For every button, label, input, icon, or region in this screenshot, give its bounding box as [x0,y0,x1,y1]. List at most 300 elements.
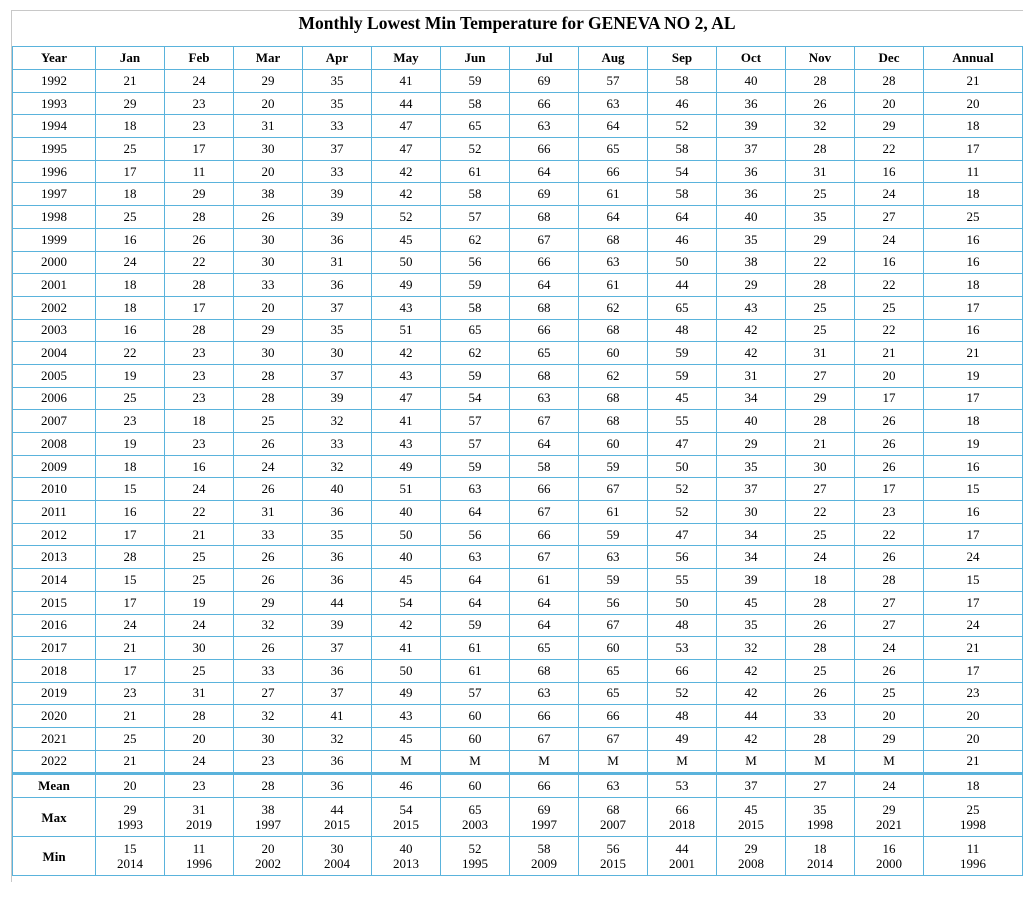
table-cell: 18 [786,569,855,592]
table-cell: 44 [717,705,786,728]
min-year: 2002 [255,856,281,872]
min-cell [165,837,234,876]
table-cell: 18 [96,274,165,297]
min-value: 58 [537,841,551,857]
table-cell: 21 [96,750,165,774]
table-cell: 28 [165,274,234,297]
table-cell: 68 [510,364,579,387]
table-cell: 35 [303,523,372,546]
min-cell [855,837,924,876]
max-year: 2021 [876,817,902,833]
table-cell: 28 [786,591,855,614]
table-cell: 25 [786,319,855,342]
table-cell: 65 [510,342,579,365]
table-cell: 31 [303,251,372,274]
table-cell: 62 [441,342,510,365]
min-value: 30 [330,841,344,857]
table-cell: 28 [786,410,855,433]
table-cell: 53 [648,637,717,660]
table-cell: 68 [579,387,648,410]
table-cell: 23 [165,342,234,365]
table-cell: 39 [717,115,786,138]
table-cell: M [717,750,786,774]
table-cell: 35 [717,455,786,478]
table-cell: 45 [372,228,441,251]
table-cell: 47 [648,523,717,546]
table-cell: 17 [96,160,165,183]
mean-cell [303,774,372,798]
table-cell: 35 [303,70,372,93]
table-cell: 69 [510,183,579,206]
min-year: 2008 [738,856,764,872]
table-cell: 59 [579,455,648,478]
year-cell: 2016 [13,614,96,637]
table-cell: 66 [510,92,579,115]
table-row [13,523,1023,546]
table-cell: 17 [924,138,1023,161]
table-cell: 28 [234,387,303,410]
table-cell: 17 [855,387,924,410]
mean-value: 18 [966,778,980,794]
table-cell: 29 [234,70,303,93]
column-header-mar: Mar [234,47,303,70]
max-year: 2003 [462,817,488,833]
table-cell: 43 [372,364,441,387]
table-cell: 62 [579,364,648,387]
year-cell: 1993 [13,92,96,115]
table-cell: 69 [510,70,579,93]
mean-cell [234,774,303,798]
table-cell: 45 [717,591,786,614]
table-cell: 22 [165,251,234,274]
table-row [13,364,1023,387]
table-cell: 50 [648,591,717,614]
table-cell: 61 [441,637,510,660]
table-cell: 58 [441,183,510,206]
table-cell: 64 [441,591,510,614]
year-cell: 2021 [13,727,96,750]
year-cell: 2013 [13,546,96,569]
mean-cell [924,774,1023,798]
table-cell: 50 [648,455,717,478]
table-cell: 33 [303,160,372,183]
table-cell: 47 [648,433,717,456]
table-cell: 64 [579,115,648,138]
table-cell: 51 [372,478,441,501]
max-value: 25 [966,802,980,818]
table-cell: 61 [441,160,510,183]
table-cell: 11 [924,160,1023,183]
max-year: 1997 [531,817,557,833]
table-cell: 24 [234,455,303,478]
max-year: 2019 [186,817,212,833]
table-cell: 43 [717,296,786,319]
table-cell: 56 [441,251,510,274]
table-cell: M [579,750,648,774]
year-cell: 1997 [13,183,96,206]
table-cell: 24 [924,546,1023,569]
min-year: 1996 [960,856,986,872]
table-cell: 18 [924,115,1023,138]
table-cell: 21 [96,637,165,660]
table-cell: 30 [234,228,303,251]
table-cell: 48 [648,705,717,728]
year-cell: 2011 [13,501,96,524]
column-header-apr: Apr [303,47,372,70]
table-cell: 67 [510,727,579,750]
table-cell: 20 [924,705,1023,728]
table-cell: 24 [165,478,234,501]
table-cell: 57 [441,682,510,705]
table-cell: 41 [372,70,441,93]
max-row [13,798,1023,837]
table-cell: 15 [96,569,165,592]
column-header-oct: Oct [717,47,786,70]
table-cell: 24 [855,637,924,660]
min-value: 15 [123,841,137,857]
max-year: 1997 [255,817,281,833]
table-row [13,206,1023,229]
table-cell: 63 [441,478,510,501]
max-year: 1998 [960,817,986,833]
table-cell: 56 [648,546,717,569]
table-cell: 44 [303,591,372,614]
table-cell: 54 [441,387,510,410]
max-cell [579,798,648,837]
table-cell: 22 [96,342,165,365]
table-cell: 27 [786,478,855,501]
mean-value: 24 [882,778,896,794]
table-cell: 37 [303,364,372,387]
table-cell: 29 [234,591,303,614]
table-cell: 20 [924,727,1023,750]
max-year: 1998 [807,817,833,833]
year-cell: 1994 [13,115,96,138]
table-cell: 31 [786,342,855,365]
table-cell: 27 [855,591,924,614]
table-cell: 29 [717,433,786,456]
summary-rows [13,774,1023,876]
min-cell [924,837,1023,876]
table-cell: 26 [786,92,855,115]
max-cell [924,798,1023,837]
table-row [13,138,1023,161]
table-cell: 64 [441,569,510,592]
table-cell: 17 [924,296,1023,319]
table-cell: 40 [717,410,786,433]
table-cell: 25 [855,296,924,319]
table-cell: 18 [165,410,234,433]
year-cell: 1999 [13,228,96,251]
year-cell: 2015 [13,591,96,614]
table-cell: 11 [165,160,234,183]
table-cell: 67 [579,614,648,637]
table-cell: 64 [510,274,579,297]
table-cell: 30 [234,251,303,274]
table-cell: 58 [441,92,510,115]
table-cell: 58 [648,138,717,161]
table-cell: 29 [717,274,786,297]
max-value: 29 [882,802,896,818]
year-cell: 2007 [13,410,96,433]
table-cell: 23 [165,115,234,138]
table-cell: 28 [786,70,855,93]
table-cell: 16 [924,455,1023,478]
table-cell: 43 [372,705,441,728]
table-cell: 17 [924,523,1023,546]
table-cell: 67 [510,410,579,433]
table-cell: 45 [372,569,441,592]
table-cell: 26 [855,410,924,433]
min-cell [303,837,372,876]
table-cell: 65 [579,659,648,682]
table-cell: 33 [303,115,372,138]
table-cell: 24 [165,750,234,774]
table-cell: 37 [303,138,372,161]
year-cell: 1992 [13,70,96,93]
table-cell: 66 [510,251,579,274]
table-cell: 45 [372,727,441,750]
table-cell: 23 [165,92,234,115]
table-cell: 22 [855,274,924,297]
table-cell: 26 [234,546,303,569]
table-cell: 32 [786,115,855,138]
min-year: 2004 [324,856,350,872]
table-cell: 67 [510,546,579,569]
table-cell: 68 [579,410,648,433]
mean-value: 46 [399,778,413,794]
table-cell: 34 [717,546,786,569]
year-cell: 2020 [13,705,96,728]
year-cell: 2006 [13,387,96,410]
table-cell: 29 [855,115,924,138]
table-cell: 52 [372,206,441,229]
table-cell: 16 [924,501,1023,524]
min-value: 40 [399,841,413,857]
table-cell: 32 [717,637,786,660]
table-cell: 25 [96,387,165,410]
mean-value: 20 [123,778,137,794]
table-row [13,478,1023,501]
table-row [13,682,1023,705]
table-cell: 67 [510,501,579,524]
table-cell: 44 [648,274,717,297]
max-cell [372,798,441,837]
table-cell: 25 [786,659,855,682]
table-cell: 66 [510,478,579,501]
min-year: 2015 [600,856,626,872]
table-cell: 42 [717,659,786,682]
table-cell: 35 [786,206,855,229]
table-cell: 51 [372,319,441,342]
table-row [13,455,1023,478]
table-row [13,274,1023,297]
table-cell: 20 [924,92,1023,115]
table-cell: 43 [372,296,441,319]
column-header-jan: Jan [96,47,165,70]
table-cell: 30 [234,138,303,161]
table-cell: 38 [234,183,303,206]
mean-value: 28 [261,778,275,794]
table-cell: 39 [303,614,372,637]
table-cell: 63 [510,387,579,410]
table-cell: 54 [372,591,441,614]
table-cell: 59 [441,614,510,637]
year-rows [13,70,1023,774]
table-cell: 26 [234,433,303,456]
mean-value: 36 [330,778,344,794]
table-cell: 42 [372,342,441,365]
table-cell: 63 [510,115,579,138]
min-value: 44 [675,841,689,857]
table-cell: 23 [165,433,234,456]
year-cell: 2004 [13,342,96,365]
column-header-sep: Sep [648,47,717,70]
table-cell: 22 [786,501,855,524]
min-row [13,837,1023,876]
table-cell: 28 [786,637,855,660]
table-cell: 33 [234,659,303,682]
table-cell: 61 [579,183,648,206]
table-cell: 17 [96,659,165,682]
mean-row [13,774,1023,798]
table-cell: 26 [855,455,924,478]
min-value: 11 [192,841,206,857]
table-cell: 42 [717,319,786,342]
mean-value: 53 [675,778,689,794]
table-cell: 63 [510,682,579,705]
year-cell: 2012 [13,523,96,546]
table-cell: 16 [96,319,165,342]
table-cell: 17 [924,659,1023,682]
table-cell: 23 [165,364,234,387]
table-cell: 59 [579,569,648,592]
table-cell: 35 [303,92,372,115]
table-cell: 16 [924,251,1023,274]
year-cell: 2000 [13,251,96,274]
table-cell: 24 [165,614,234,637]
table-cell: 19 [924,364,1023,387]
table-cell: 65 [648,296,717,319]
table-cell: 25 [96,138,165,161]
table-cell: 16 [96,501,165,524]
table-cell: 28 [165,206,234,229]
max-cell [441,798,510,837]
table-row [13,501,1023,524]
max-label: Max [13,798,96,837]
min-year: 2000 [876,856,902,872]
min-value: 20 [261,841,275,857]
mean-cell [717,774,786,798]
table-cell: 36 [717,92,786,115]
table-cell: 58 [648,183,717,206]
table-cell: 63 [579,251,648,274]
table-cell: 31 [717,364,786,387]
max-year: 2015 [393,817,419,833]
table-cell: 32 [303,727,372,750]
min-year: 1996 [186,856,212,872]
table-cell: 29 [786,387,855,410]
table-cell: 18 [96,115,165,138]
mean-value: 63 [606,778,620,794]
table-row [13,160,1023,183]
table-cell: 65 [510,637,579,660]
table-cell: 50 [372,523,441,546]
table-cell: 16 [165,455,234,478]
table-cell: 66 [510,319,579,342]
table-cell: 65 [441,319,510,342]
table-cell: 40 [717,206,786,229]
table-cell: 60 [441,727,510,750]
table-cell: 18 [96,296,165,319]
year-cell: 2022 [13,750,96,774]
table-cell: 25 [234,410,303,433]
mean-cell [372,774,441,798]
table-cell: 23 [855,501,924,524]
table-cell: 66 [579,705,648,728]
table-cell: 32 [234,614,303,637]
table-cell: 30 [717,501,786,524]
table-cell: 57 [579,70,648,93]
table-cell: 29 [96,92,165,115]
table-cell: 16 [855,251,924,274]
table-cell: M [510,750,579,774]
table-cell: 22 [786,251,855,274]
table-cell: 23 [96,682,165,705]
table-cell: 61 [441,659,510,682]
table-cell: 59 [648,342,717,365]
table-cell: 15 [96,478,165,501]
table-cell: 55 [648,569,717,592]
min-value: 18 [813,841,827,857]
table-cell: 17 [855,478,924,501]
table-cell: 61 [510,569,579,592]
table-cell: 24 [165,70,234,93]
table-cell: 49 [372,455,441,478]
table-cell: 67 [510,228,579,251]
header-row [13,47,1023,70]
table-cell: 20 [234,160,303,183]
table-cell: 36 [717,160,786,183]
table-cell: 49 [372,274,441,297]
table-row [13,591,1023,614]
table-row [13,92,1023,115]
table-cell: 52 [648,478,717,501]
table-cell: 64 [441,501,510,524]
table-cell: 25 [786,523,855,546]
table-cell: 61 [579,274,648,297]
min-year: 2014 [117,856,143,872]
year-cell: 2014 [13,569,96,592]
table-cell: 26 [855,433,924,456]
table-cell: 28 [165,705,234,728]
table-cell: 21 [165,523,234,546]
table-row [13,750,1023,774]
mean-cell [579,774,648,798]
max-value: 68 [606,802,620,818]
min-cell [441,837,510,876]
table-cell: 33 [234,274,303,297]
min-cell [717,837,786,876]
table-row [13,410,1023,433]
min-year: 2013 [393,856,419,872]
table-cell: 58 [648,70,717,93]
table-cell: 36 [303,501,372,524]
max-year: 1993 [117,817,143,833]
table-cell: 47 [372,138,441,161]
table-row [13,637,1023,660]
table-cell: 19 [924,433,1023,456]
